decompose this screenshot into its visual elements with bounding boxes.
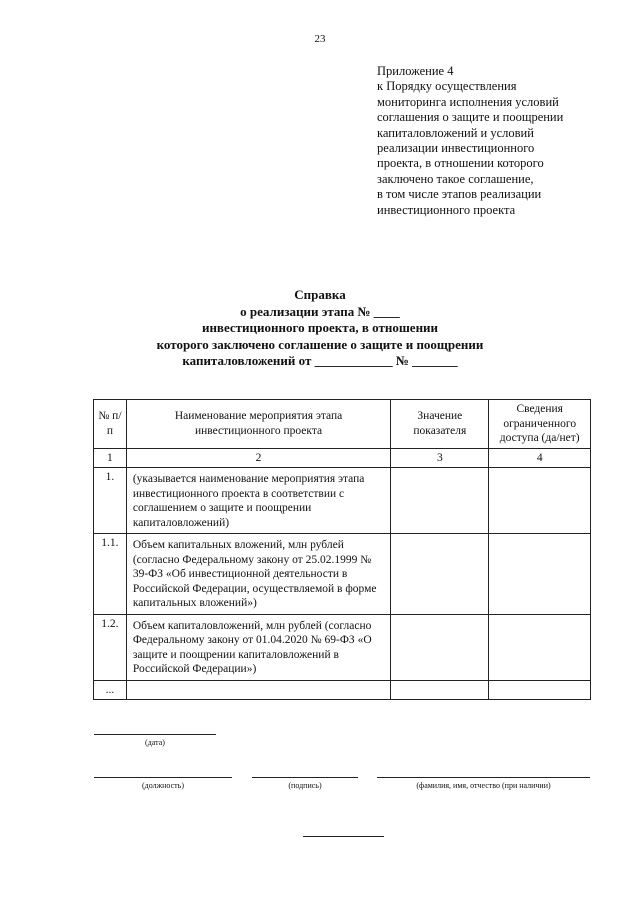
title-line: капиталовложений от ____________ № _______	[182, 353, 458, 368]
title-line: о реализации этапа № ____	[240, 303, 400, 319]
limited-cell	[489, 680, 591, 700]
limited-cell	[489, 534, 591, 615]
table-row	[94, 534, 591, 615]
column-index: 2	[126, 448, 390, 468]
title-line: Справка	[294, 287, 346, 302]
header-num: № п/п	[94, 400, 127, 449]
position-line	[94, 777, 232, 778]
annex-line: в том числе этапов реализации	[377, 187, 542, 202]
position-caption: (должность)	[142, 781, 184, 790]
table-header-row	[94, 400, 591, 449]
limited-cell	[489, 614, 591, 680]
row-number: 1.1.	[94, 534, 127, 615]
row-number: ...	[94, 680, 127, 700]
title-line: инвестиционного проекта, в отношении	[201, 320, 439, 335]
value-cell	[391, 614, 489, 680]
column-index: 4	[489, 448, 591, 468]
row-name: Объем капиталовложений, млн рублей (согласно Федеральному закону от 01.04.2020 № 69-ФЗ «О защите и поощрении капиталовложений в Российской Федерации»)	[126, 614, 390, 680]
row-name	[126, 680, 390, 700]
annex-line: Приложение 4	[377, 64, 454, 78]
annex-line: инвестиционного проекта	[377, 202, 516, 217]
row-name: Объем капитальных вложений, млн рублей (согласно Федеральному закону от 25.02.1999 № 39-ФЗ «Об инвестиционной деятельности в Российской Федерации, осуществляемой в форме капитальных вложений»)	[126, 534, 390, 615]
date-caption: (дата)	[145, 738, 165, 747]
annex-line: реализации инвестиционного	[377, 141, 535, 156]
full-name-line	[377, 777, 590, 778]
annex-header	[377, 64, 622, 218]
signature-line	[252, 777, 358, 778]
column-index: 1	[94, 448, 127, 468]
annex-line: мониторинга исполнения условий	[377, 94, 559, 109]
column-index-row	[94, 448, 591, 468]
table-row	[94, 614, 591, 680]
header-limited: Сведения ограниченного доступа (да/нет)	[489, 400, 591, 449]
limited-cell	[489, 468, 591, 534]
header-name: Наименование мероприятия этапа инвестиционного проекта	[126, 400, 390, 449]
bottom-rule	[303, 836, 384, 837]
title-line: которого заключено соглашение о защите и поощрении	[156, 336, 484, 352]
value-cell	[391, 468, 489, 534]
report-table	[93, 399, 591, 700]
signature-caption: (подпись)	[288, 781, 322, 790]
annex-line: проекта, в отношении которого	[377, 156, 544, 171]
value-cell	[391, 680, 489, 700]
annex-line: заключено такое соглашение,	[377, 171, 534, 186]
page-number: 23	[314, 33, 326, 45]
table-row	[94, 468, 591, 534]
annex-line: соглашения о защите и поощрении	[377, 110, 564, 125]
annex-line: к Порядку осуществления	[377, 79, 517, 94]
row-name: (указывается наименование мероприятия этапа инвестиционного проекта в соответствии с соглашением о защите и поощрении капиталовложений)	[126, 468, 390, 534]
annex-line: капиталовложений и условий	[377, 125, 534, 140]
header-value: Значение показателя	[391, 400, 489, 449]
table-row	[94, 680, 591, 700]
column-index: 3	[391, 448, 489, 468]
document-title	[0, 287, 640, 370]
row-number: 1.2.	[94, 614, 127, 680]
date-line	[94, 734, 216, 735]
row-number: 1.	[94, 468, 127, 534]
full-name-caption: (фамилия, имя, отчество (при наличии)	[416, 781, 551, 790]
value-cell	[391, 534, 489, 615]
